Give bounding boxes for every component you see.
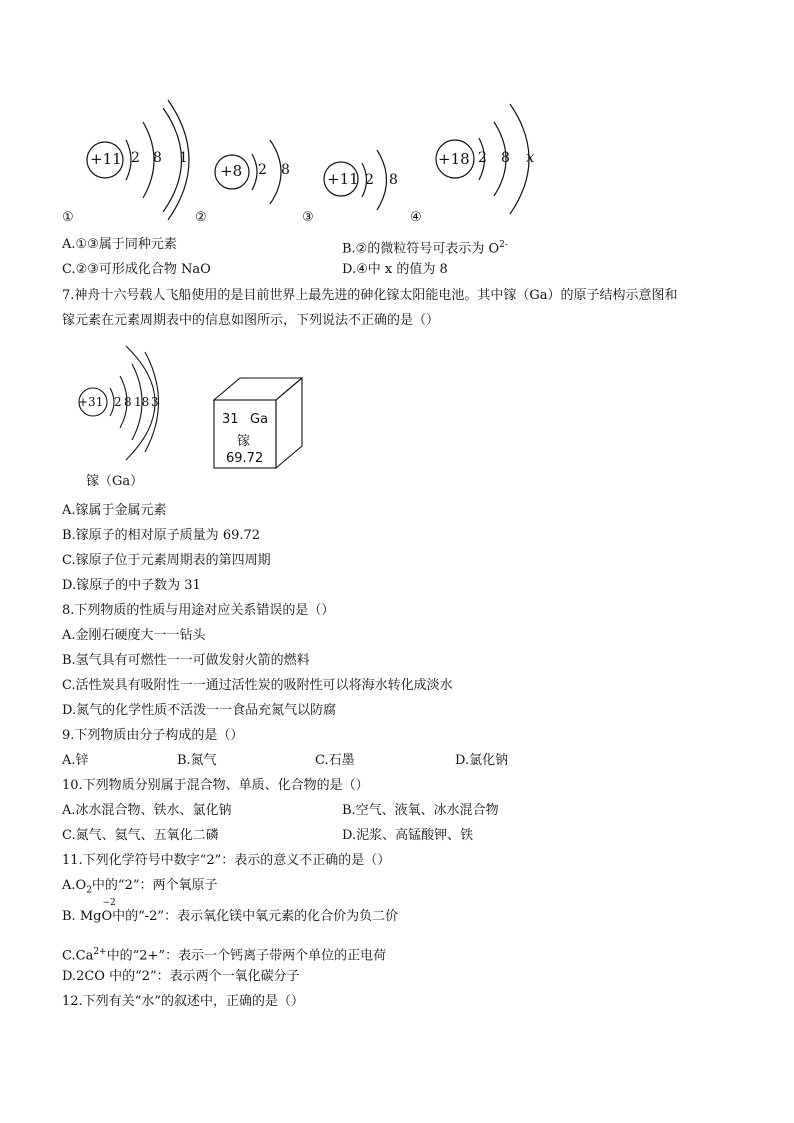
q11-option-c-text: 中的“2+”：表示一个钙离子带两个单位的正电荷 (106, 948, 387, 964)
q11-option-b-prefix: B. Mg (62, 909, 102, 924)
q11-option-b-oxygen: O (101, 909, 113, 924)
q6-option-c: C.②③可形成化合物 NaO (62, 262, 211, 277)
q10-stem: 10.下列物质分别属于混合物、单质、化合物的是（） (62, 778, 369, 793)
q11-option-a (62, 877, 218, 900)
q8-option-a: A.金刚石硬度大一一钻头 (62, 628, 206, 643)
atom-4-nucleus: +18 (438, 150, 470, 168)
q10-option-a: A.冰水混合物、铁水、氯化钠 (62, 803, 232, 818)
cell-atomic-number: 31 (222, 412, 239, 427)
q10-option-b: B.空气、液氧、冰水混合物 (342, 803, 499, 818)
atom-2-marker: ② (195, 210, 207, 225)
q9-option-d: D.氯化钠 (455, 753, 509, 768)
atom-1-nucleus: +11 (90, 150, 122, 168)
q8-option-b: B.氢气具有可燃性一一可做发射火箭的燃料 (62, 653, 310, 668)
atom-2-nucleus: +8 (220, 162, 243, 180)
q6-option-a: A.①③属于同种元素 (62, 237, 177, 252)
q11-option-c-prefix: C.Ca (62, 948, 94, 964)
atom-1-marker: ① (62, 210, 74, 225)
atom-4-marker: ④ (410, 210, 422, 225)
q11-option-b-oxygen-with-valence (101, 898, 116, 926)
q12-stem: 12.下列有关“水”的叙述中，正确的是（） (62, 994, 304, 1009)
q7-option-c: C.镓原子位于元素周期表的第四周期 (62, 553, 271, 568)
atom-2-shell-1: 2 (258, 162, 267, 178)
q11-option-c-superscript: 2+ (93, 947, 107, 957)
gallium-shell-4: 3 (151, 395, 159, 409)
atom-1-shell-1: 2 (131, 150, 140, 166)
q11-option-c (62, 943, 386, 965)
cell-symbol: Ga (250, 412, 269, 427)
q7-option-a: A.镓属于金属元素 (62, 503, 167, 518)
q7-stem-line1: 7.神舟十六号载人飞船使用的是目前世界上最先进的砷化镓太阳能电池。其中镓（Ga）的原子结构示意图和 (62, 288, 678, 303)
atom-4-shell-3: x (526, 148, 535, 166)
q9-stem: 9.下列物质由分子构成的是（） (62, 728, 244, 743)
q11-stem: 11.下列化学符号中数字“2”：表示的意义不正确的是（） (62, 853, 391, 868)
q10-option-d: D.泥浆、高锰酸钾、铁 (342, 828, 474, 843)
q6-option-b-text: B.②的微粒符号可表示为 O (342, 241, 500, 257)
atom-1-shell-2: 8 (153, 150, 162, 166)
atom-3-nucleus: +11 (327, 170, 359, 188)
q9-option-b: B.氮气 (177, 753, 217, 768)
q8-option-d: D.氮气的化学性质不活泼一一食品充氮气以防腐 (62, 703, 337, 718)
atom-3-marker: ③ (302, 210, 314, 225)
q7-option-d: D.镓原子的中子数为 31 (62, 578, 201, 593)
q9-option-a: A.锌 (62, 753, 89, 768)
gallium-shell-1: 2 (114, 395, 122, 409)
atom-4-shell-1: 2 (478, 150, 487, 166)
cell-atomic-mass: 69.72 (226, 451, 264, 466)
q8-option-c: C.活性炭具有吸附性一一通过活性炭的吸附性可以将海水转化成淡水 (62, 678, 453, 693)
q7-option-b: B.镓原子的相对原子质量为 69.72 (62, 528, 261, 543)
gallium-nucleus: +31 (78, 395, 104, 409)
q9-option-c: C.石墨 (315, 753, 355, 768)
atom-4-shell-2: 8 (501, 150, 510, 166)
atom-2-shell-2: 8 (281, 162, 290, 178)
q6-option-d: D.④中 x 的值为 8 (342, 262, 448, 277)
q7-stem-line2: 镓元素在元素周期表中的信息如图所示，下列说法不正确的是（） (62, 313, 440, 328)
q11-option-b-valence: −2 (102, 898, 116, 908)
q10-option-c: C.氮气、氦气、五氧化二磷 (62, 828, 219, 843)
q6-option-b-charge: 2- (499, 240, 508, 250)
atom-3-shell-1: 2 (365, 172, 374, 188)
q11-option-a-prefix: A.O (62, 878, 87, 893)
gallium-shell-2: 8 (124, 395, 132, 409)
atom-1-shell-3: 1 (179, 150, 188, 166)
q11-option-a-subscript: 2 (86, 885, 92, 896)
q8-stem: 8.下列物质的性质与用途对应关系错误的是（） (62, 603, 335, 618)
gallium-shell-3: 18 (134, 395, 150, 409)
cell-element-name: 镓 (237, 434, 251, 449)
atom-3-shell-2: 8 (389, 172, 398, 188)
q11-option-a-text: 中的“2”：两个氧原子 (91, 878, 218, 893)
q11-option-b (62, 898, 399, 926)
q11-option-b-text: 中的“-2”：表示氧化镁中氧元素的化合价为负二价 (112, 909, 399, 924)
gallium-caption: 镓（Ga） (86, 474, 144, 489)
q11-option-d: D.2CO 中的“2”：表示两个一氧化碳分子 (62, 969, 300, 984)
